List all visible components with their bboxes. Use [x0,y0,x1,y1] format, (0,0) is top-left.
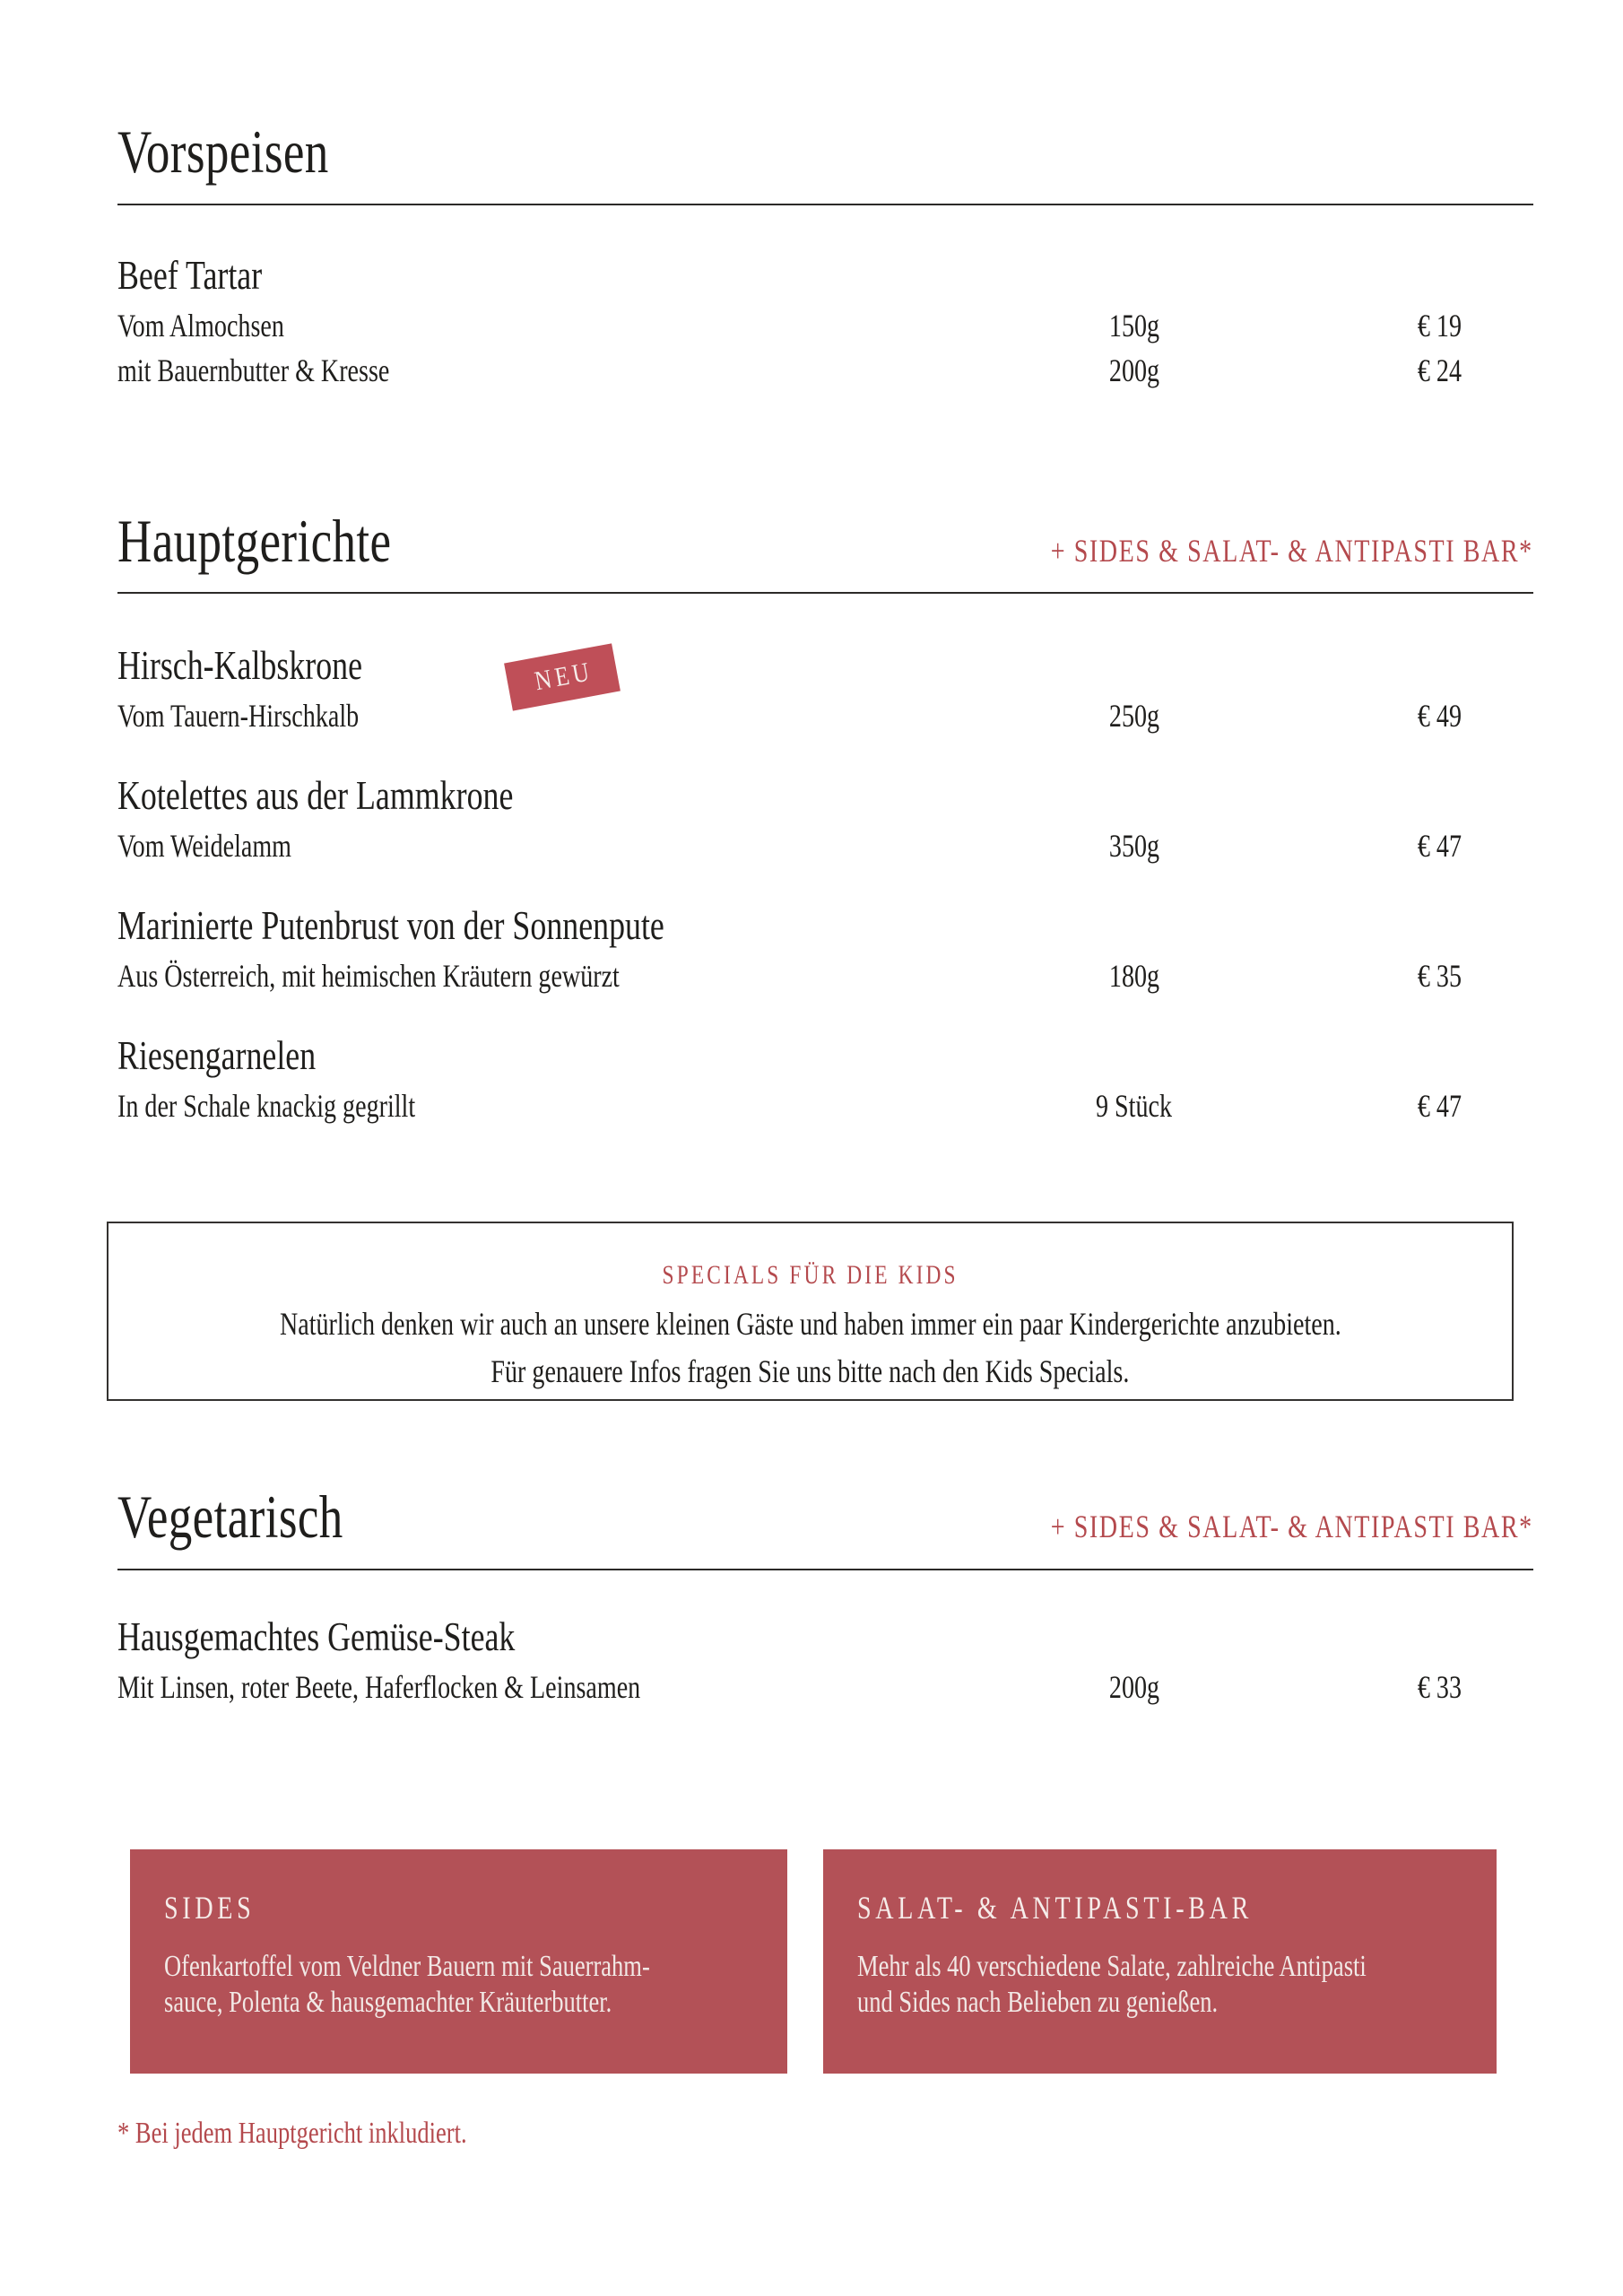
item-line [117,693,1533,738]
sides-box [130,1849,787,2074]
item-quantity [1027,1665,1242,1709]
section-title-vegetarisch [117,1483,407,1551]
kids-specials-line [108,1300,1512,1348]
item-description-text: Mit Linsen, roter Beete, Haferflocken & Leinsamen [117,1668,641,1705]
item-price [1242,693,1462,738]
item-description-text: Vom Weidelamm [117,828,292,865]
sides-box-title [164,1891,751,1926]
salat-antipasti-box-title [857,1891,1461,1926]
item-name [117,772,1533,820]
item-price [1242,1083,1462,1128]
item-description [117,1083,1027,1128]
section-title-vorspeisen [117,118,388,186]
item-name-text: Hirsch-Kalbskrone [117,642,363,689]
section-header-vegetarisch [117,1483,1533,1570]
sides-box-line [164,1985,751,2021]
item-line [117,823,1533,868]
neu-badge-text: NEU [532,657,596,697]
kids-specials-title [108,1259,1512,1292]
menu-item-gemuese-steak [117,1613,1533,1709]
item-description-text: Vom Almochsen [117,307,284,344]
item-line [117,1665,1533,1709]
item-description [117,303,1027,348]
item-description [117,823,1027,868]
item-quantity [1027,693,1242,738]
menu-item-putenbrust-sonnenpute [117,902,1533,998]
item-name-text: Marinierte Putenbrust von der Sonnenpute [117,902,664,949]
item-quantity [1027,953,1242,998]
salat-antipasti-box-line [857,1985,1461,2021]
item-price [1242,823,1462,868]
item-name-text: Hausgemachtes Gemüse-Steak [117,1613,516,1659]
item-line [117,953,1533,998]
item-name [117,1032,1533,1080]
item-line [117,1083,1533,1128]
menu-item-hirsch-kalbskrone [117,642,1533,738]
section-header-vorspeisen [117,118,1533,205]
item-quantity [1027,823,1242,868]
item-name [117,1613,1533,1661]
kids-specials-line [108,1348,1512,1396]
item-price [1242,303,1462,348]
item-description-text: Aus Österreich, mit heimischen Kräutern gewürzt [117,958,620,995]
item-description-text: mit Bauernbutter & Kresse [117,352,390,388]
salat-antipasti-box-line [857,1949,1461,1985]
footnote-text: * Bei jedem Hauptgericht inkludiert. [117,2116,467,2150]
item-price [1242,1665,1462,1709]
salat-antipasti-box-title-text: SALAT- & ANTIPASTI-BAR [857,1889,1254,1926]
section-title-vorspeisen-text: Vorspeisen [117,117,329,186]
item-name [117,642,1533,690]
sides-box-line-text: Ofenkartoffel vom Veldner Bauern mit Sauerrahm- [164,1950,650,1984]
item-price-text: € 47 [1417,828,1462,865]
item-description-text: In der Schale knackig gegrillt [117,1088,416,1125]
section-header-hauptgerichte [117,508,1533,595]
item-quantity [1027,303,1242,348]
item-name [117,252,1533,300]
item-price [1242,953,1462,998]
section-note-sides-salat-antipasti [915,1508,1533,1545]
salat-antipasti-box [823,1849,1497,2074]
menu-item-riesengarnelen [117,1032,1533,1128]
info-boxes-row [130,1849,1533,2074]
item-name [117,902,1533,950]
kids-specials-line-text: Natürlich denken wir auch an unsere kleinen Gäste und haben immer ein paar Kindergerichte anzubieten. [279,1306,1341,1343]
item-price [1242,348,1462,393]
section-note-text: + SIDES & SALAT- & ANTIPASTI BAR* [1050,1509,1533,1545]
section-note-text: + SIDES & SALAT- & ANTIPASTI BAR* [1050,532,1533,569]
item-line [117,348,1533,393]
footnote [117,2117,1533,2151]
sides-box-title-text: SIDES [164,1889,256,1926]
item-description [117,693,1027,738]
item-description-text: Vom Tauern-Hirschkalb [117,698,360,735]
section-note-sides-salat-antipasti [915,532,1533,570]
sides-box-line-text: sauce, Polenta & hausgemachter Kräuterbutter. [164,1986,612,2020]
section-title-hauptgerichte [117,508,469,575]
menu-item-kotelettes-lammkrone [117,772,1533,868]
item-price-text: € 35 [1417,958,1462,995]
item-quantity-text: 150g [1108,307,1160,344]
item-quantity-text: 350g [1108,828,1160,865]
item-quantity [1027,348,1242,393]
sides-box-line [164,1949,751,1985]
section-title-vegetarisch-text: Vegetarisch [117,1483,343,1552]
item-quantity-text: 250g [1108,698,1160,735]
item-price-text: € 49 [1417,698,1462,735]
kids-specials-box [107,1222,1514,1401]
item-description [117,348,1027,393]
salat-antipasti-box-line-text: und Sides nach Belieben zu genießen. [857,1986,1219,2020]
menu-item-beef-tartar [117,252,1533,393]
item-price-text: € 33 [1417,1668,1462,1705]
item-quantity-text: 200g [1108,1668,1160,1705]
item-name-text: Kotelettes aus der Lammkrone [117,772,514,819]
item-price-text: € 19 [1417,307,1462,344]
item-quantity [1027,1083,1242,1128]
item-description [117,953,1027,998]
item-description [117,1665,1027,1709]
kids-specials-line-text: Für genauere Infos fragen Sie uns bitte nach den Kids Specials. [490,1353,1130,1390]
item-line [117,303,1533,348]
section-title-hauptgerichte-text: Hauptgerichte [117,506,392,575]
item-name-text: Riesengarnelen [117,1032,317,1079]
kids-specials-title-text: SPECIALS FÜR DIE KIDS [662,1260,959,1291]
item-quantity-text: 180g [1108,958,1160,995]
item-name-text: Beef Tartar [117,251,263,298]
salat-antipasti-box-line-text: Mehr als 40 verschiedene Salate, zahlreiche Antipasti [857,1950,1367,1984]
item-price-text: € 47 [1417,1088,1462,1125]
menu-content [117,0,1533,2151]
item-price-text: € 24 [1417,352,1462,388]
item-quantity-text: 9 Stück [1096,1088,1173,1125]
item-quantity-text: 200g [1108,352,1160,388]
